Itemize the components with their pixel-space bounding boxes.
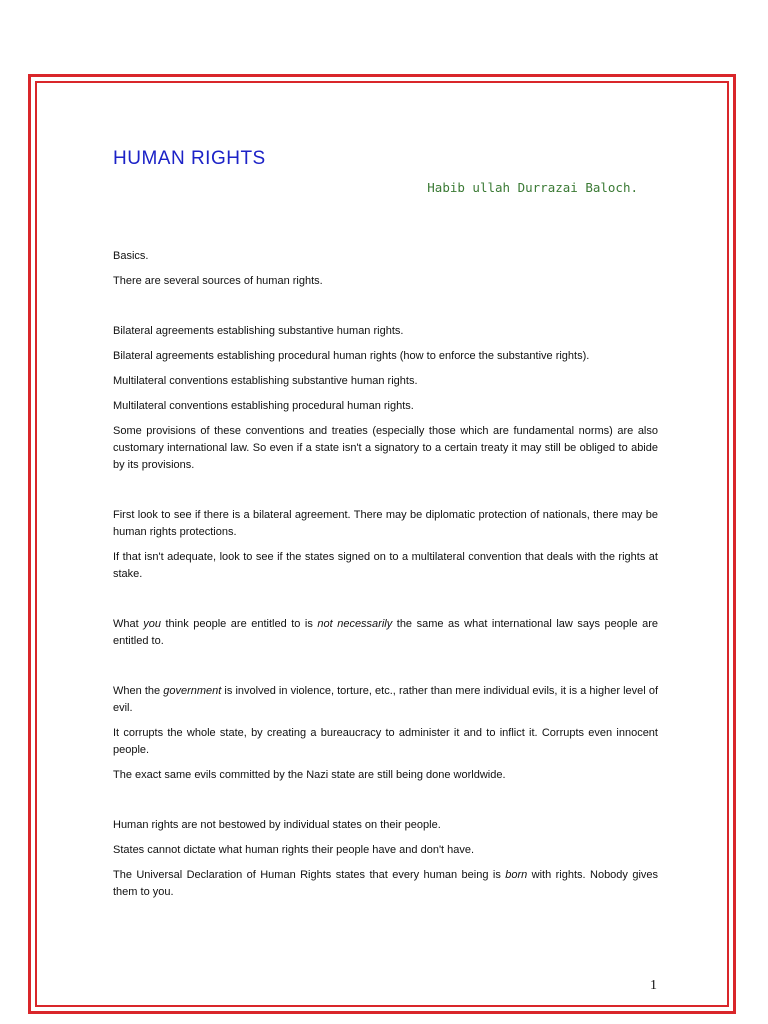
- paragraph: First look to see if there is a bilateral agreement. There may be diplomatic protection of nationals, there may be human rights protections.: [113, 509, 658, 538]
- paragraph: Multilateral conventions establishing substantive human rights.: [113, 375, 418, 387]
- paragraph-basics: Basics.: [113, 250, 149, 262]
- text-run: is involved in violence, torture, etc., rather than mere individual evils, it is a higher level of evil.: [113, 685, 659, 714]
- paragraph: There are several sources of human rights.: [113, 275, 323, 287]
- paragraph: It corrupts the whole state, by creating a bureaucracy to administer it and to inflict it. Corrupts even innocent people.: [113, 727, 658, 756]
- paragraph: If that isn't adequate, look to see if the states signed on to a multilateral convention that deals with the rights at stake.: [113, 551, 658, 580]
- text-run: When the: [113, 685, 164, 697]
- page-number: 1: [650, 978, 657, 993]
- paragraph: Some provisions of these conventions and treaties (especially those which are fundamental norms) are also customary international law. So even if a state isn't a signatory to a certain treaty it may still be obliged to abide by its provisions.: [113, 425, 658, 471]
- paragraph: The exact same evils committed by the Nazi state are still being done worldwide.: [113, 769, 506, 781]
- paragraph: [113, 616, 658, 650]
- paragraph: Multilateral conventions establishing procedural human rights.: [113, 400, 414, 412]
- paragraph: [113, 867, 658, 901]
- text-run: with rights. Nobody gives them to you.: [113, 869, 659, 898]
- paragraph: [113, 683, 658, 717]
- document-body: [113, 146, 658, 901]
- emphasis-not-necessarily: not necessarily: [317, 618, 393, 630]
- emphasis-born: born: [505, 869, 528, 881]
- paragraph: Human rights are not bestowed by individual states on their people.: [113, 819, 441, 831]
- emphasis-government: government: [163, 685, 222, 697]
- document-title: HUMAN RIGHTS: [113, 148, 266, 169]
- text-run: The Universal Declaration of Human Rights states that every human being is: [113, 869, 506, 881]
- text-run: What: [113, 618, 144, 630]
- paragraph: Bilateral agreements establishing procedural human rights (how to enforce the substantive rights).: [113, 350, 590, 362]
- paragraph: Bilateral agreements establishing substantive human rights.: [113, 325, 404, 337]
- text-run: think people are entitled to is: [160, 618, 318, 630]
- paragraph: States cannot dictate what human rights their people have and don't have.: [113, 844, 475, 856]
- author-line: Habib ullah Durrazai Baloch.: [427, 180, 638, 195]
- text-run: the same as what international law says people are entitled to.: [113, 618, 658, 647]
- emphasis-you: you: [143, 618, 161, 630]
